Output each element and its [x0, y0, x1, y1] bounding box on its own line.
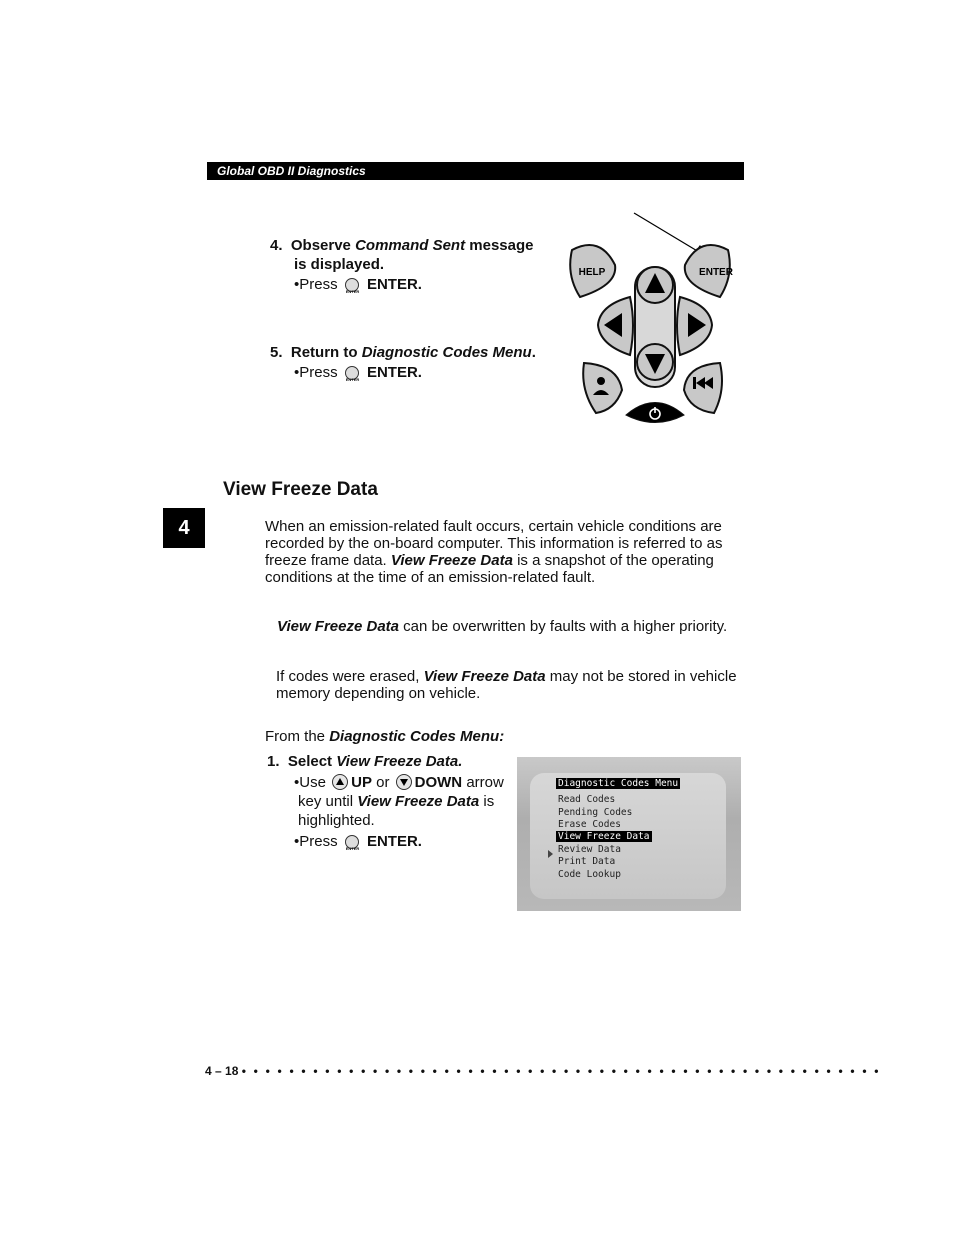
step-number: 4. — [270, 237, 283, 254]
lcd-menu-item: Erase Codes — [558, 819, 621, 830]
page-footer — [205, 1064, 881, 1078]
note-line — [276, 668, 746, 685]
step-1-highlighted-line: highlighted. — [298, 812, 375, 829]
intro-line: conditions at the time of an emission-related fault. — [265, 569, 596, 586]
until-text: is — [483, 793, 495, 810]
lcd-menu-item: Print Data — [558, 856, 616, 867]
help-key-label: HELP — [578, 267, 606, 278]
enter-key-icon — [345, 835, 359, 849]
intro-line — [265, 552, 745, 569]
from-menu-line — [265, 728, 504, 745]
press-label: •Press — [294, 276, 338, 293]
step-text: Observe — [290, 237, 351, 254]
step-1-until-line — [298, 792, 494, 811]
running-header — [207, 162, 744, 180]
intro-line: recorded by the on-board computer. This information is referred to as — [265, 535, 723, 552]
intro-emphasis: View Freeze Data — [390, 552, 513, 569]
step-number: 1. — [267, 753, 280, 770]
down-arrow-icon — [396, 774, 412, 790]
note-emphasis: View Freeze Data — [277, 618, 399, 635]
use-label: •Use — [294, 774, 326, 791]
pointer-line — [634, 213, 704, 255]
step-text: Select — [287, 753, 333, 770]
lcd-menu-item-selected: View Freeze Data — [558, 831, 650, 842]
enter-key-icon-text: ENTER — [345, 377, 360, 382]
enter-label: ENTER. — [366, 276, 422, 293]
note-text: If codes were erased, — [276, 668, 420, 685]
back-key — [684, 363, 722, 413]
enter-key-icon-text: ENTER — [345, 846, 360, 851]
step-5-heading — [270, 343, 560, 362]
step-5-press — [294, 363, 422, 382]
lcd-cursor-icon — [548, 850, 553, 858]
step-number: 5. — [270, 344, 283, 361]
arrow-label: arrow — [466, 774, 504, 791]
press-label: •Press — [294, 833, 338, 850]
press-label: •Press — [294, 364, 338, 381]
enter-label: ENTER. — [366, 833, 422, 850]
lcd-menu-item: Code Lookup — [558, 868, 621, 880]
note-overwritten — [277, 618, 747, 635]
lcd-display — [530, 773, 726, 899]
step-1-heading — [267, 752, 462, 771]
lcd-menu-item: Read Codes — [558, 794, 616, 805]
intro-text: is a snapshot of the operating — [517, 552, 714, 569]
step-text: message — [469, 237, 534, 254]
step-4-heading-line2: is displayed. — [294, 256, 385, 273]
lcd-menu-title: Diagnostic Codes Menu — [558, 778, 679, 789]
step-italic-text: Command Sent — [355, 237, 466, 254]
from-menu-emphasis: Diagnostic Codes Menu: — [329, 728, 505, 745]
lcd-menu-item: Pending Codes — [558, 806, 633, 818]
page-number: 4 – 18 — [205, 1064, 239, 1078]
note-text: may not be stored in vehicle — [549, 668, 737, 685]
note-erased — [276, 668, 746, 702]
until-text: key until — [298, 793, 354, 810]
intro-paragraph — [265, 518, 745, 586]
section-title: View Freeze Data — [223, 479, 378, 500]
footer-dots: • • • • • • • • • • • • • • • • • • • • • • • • • • • • • • • • • • • • • • • • • • • • • • • • • • • • • • — [241, 1064, 881, 1078]
from-menu-text: From the — [265, 728, 326, 745]
up-label: UP — [351, 774, 372, 791]
intro-text: freeze frame data. — [265, 552, 387, 569]
step-4-press — [294, 275, 422, 294]
until-emphasis: View Freeze Data — [357, 793, 480, 810]
lcd-menu-item: Review Data — [558, 843, 621, 855]
chapter-tab: 4 — [163, 508, 205, 548]
or-label: or — [376, 774, 390, 791]
up-arrow-icon — [332, 774, 348, 790]
note-emphasis: View Freeze Data — [423, 668, 546, 685]
note-text: can be overwritten by faults with a higher priority. — [403, 618, 728, 635]
enter-label: ENTER. — [366, 364, 422, 381]
step-1-use-line — [294, 773, 504, 792]
running-header-title: Global OBD II Diagnostics — [217, 164, 366, 178]
step-italic-text: Diagnostic Codes Menu — [361, 344, 532, 361]
step-italic-text: View Freeze Data. — [336, 753, 463, 770]
enter-key-icon — [345, 366, 359, 380]
note-line: memory depending on vehicle. — [276, 685, 481, 702]
enter-key-label: ENTER — [699, 267, 733, 278]
keypad-illustration — [560, 205, 740, 430]
lcd-screen-image — [517, 757, 741, 911]
step-4-heading — [270, 236, 560, 255]
enter-key-icon-text: ENTER — [345, 289, 360, 294]
intro-line: When an emission-related fault occurs, certain vehicle conditions are — [265, 518, 722, 535]
step-1-press — [294, 832, 422, 851]
step-text: . — [531, 344, 536, 361]
step-text: Return to — [290, 344, 358, 361]
down-label: DOWN — [414, 774, 463, 791]
enter-key-icon — [345, 278, 359, 292]
person-key — [583, 363, 622, 413]
